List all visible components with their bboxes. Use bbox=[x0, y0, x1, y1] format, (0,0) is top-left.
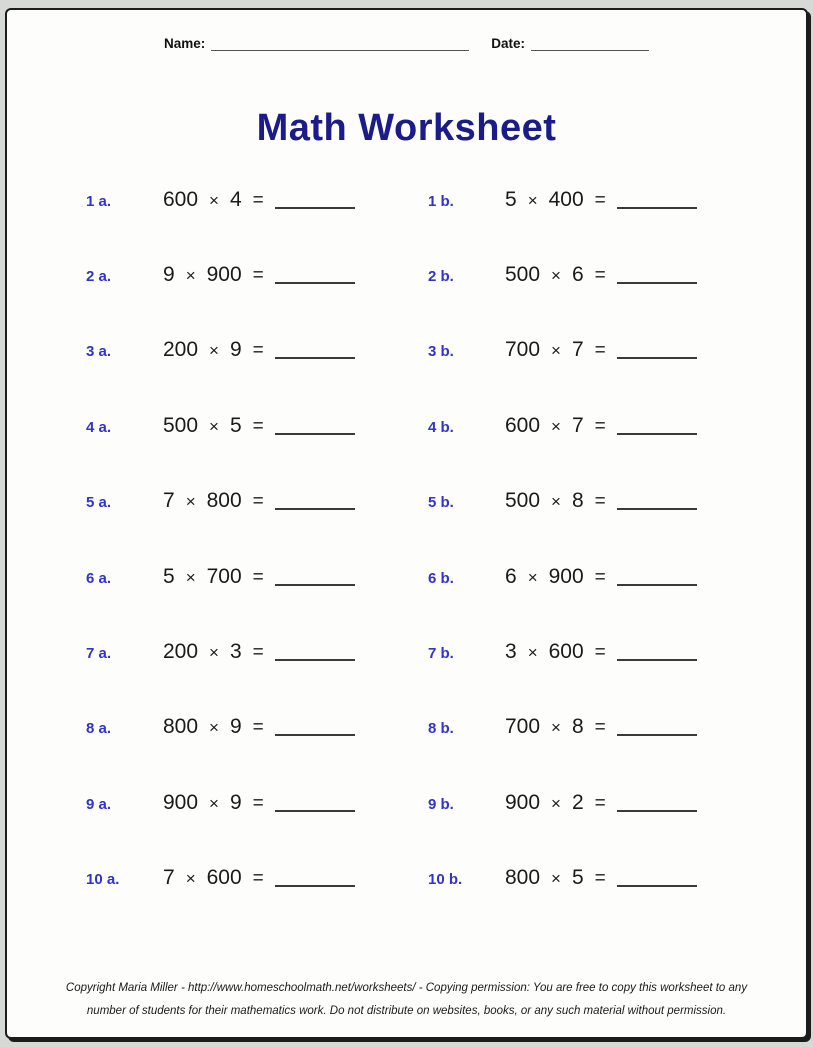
problem-expression bbox=[163, 791, 355, 814]
factor-2: 8 bbox=[571, 715, 584, 739]
factor-1: 500 bbox=[505, 489, 541, 513]
answer-blank bbox=[275, 720, 355, 736]
problem-cell-b bbox=[428, 188, 806, 212]
answer-blank bbox=[275, 268, 355, 284]
factor-2: 5 bbox=[571, 866, 584, 890]
factor-2: 5 bbox=[229, 413, 242, 437]
equals-sign: = bbox=[252, 868, 264, 890]
factor-2: 400 bbox=[548, 187, 584, 211]
factor-2: 800 bbox=[206, 489, 242, 513]
factor-1: 500 bbox=[505, 263, 541, 287]
factor-2: 900 bbox=[206, 263, 242, 287]
factor-2: 6 bbox=[571, 263, 584, 287]
problem-label: 8 b. bbox=[428, 720, 454, 738]
problem-cell-a bbox=[86, 791, 428, 815]
factor-2: 900 bbox=[548, 564, 584, 588]
problem-cell-a bbox=[86, 338, 428, 362]
answer-blank bbox=[617, 645, 697, 661]
problem-label: 9 a. bbox=[86, 795, 112, 813]
answer-blank bbox=[617, 720, 697, 736]
problem-cell-b bbox=[428, 866, 806, 890]
multiply-sign: × bbox=[551, 793, 561, 813]
equals-sign: = bbox=[594, 265, 606, 287]
factor-2: 9 bbox=[229, 338, 242, 362]
answer-blank bbox=[617, 494, 697, 510]
factor-1: 3 bbox=[505, 640, 517, 664]
problem-cell-a bbox=[86, 866, 428, 890]
problem-label: 2 b. bbox=[428, 268, 454, 286]
factor-1: 5 bbox=[163, 564, 175, 588]
equals-sign: = bbox=[252, 340, 264, 362]
multiply-sign: × bbox=[551, 718, 561, 738]
factor-2: 600 bbox=[548, 640, 584, 664]
factor-2: 600 bbox=[206, 866, 242, 890]
problem-expression bbox=[163, 414, 355, 437]
answer-blank bbox=[275, 871, 355, 887]
answer-blank bbox=[275, 796, 355, 812]
name-fill-line bbox=[211, 37, 469, 51]
problem-row bbox=[86, 313, 806, 388]
copyright-footer bbox=[7, 977, 806, 1023]
date-label: Date: bbox=[491, 36, 526, 51]
factor-1: 900 bbox=[163, 790, 199, 814]
problem-cell-b bbox=[428, 715, 806, 739]
multiply-sign: × bbox=[551, 266, 561, 286]
factor-1: 800 bbox=[163, 715, 199, 739]
factor-1: 200 bbox=[163, 338, 199, 362]
problem-label: 4 a. bbox=[86, 418, 112, 436]
problem-expression bbox=[505, 489, 697, 512]
problem-cell-a bbox=[86, 414, 428, 438]
answer-blank bbox=[275, 419, 355, 435]
problem-label: 7 b. bbox=[428, 645, 454, 663]
problem-expression bbox=[163, 866, 355, 889]
problem-cell-a bbox=[86, 715, 428, 739]
multiply-sign: × bbox=[551, 416, 561, 436]
equals-sign: = bbox=[594, 868, 606, 890]
equals-sign: = bbox=[252, 265, 264, 287]
answer-blank bbox=[617, 268, 697, 284]
multiply-sign: × bbox=[209, 341, 219, 361]
answer-blank bbox=[275, 494, 355, 510]
factor-2: 4 bbox=[229, 187, 242, 211]
factor-2: 2 bbox=[571, 790, 584, 814]
problem-cell-a bbox=[86, 640, 428, 664]
equals-sign: = bbox=[594, 566, 606, 588]
factor-1: 600 bbox=[505, 413, 541, 437]
factor-1: 7 bbox=[163, 489, 175, 513]
factor-1: 700 bbox=[505, 338, 541, 362]
problem-label: 2 a. bbox=[86, 268, 112, 286]
equals-sign: = bbox=[252, 642, 264, 664]
problem-cell-a bbox=[86, 188, 428, 212]
problem-label: 3 a. bbox=[86, 343, 112, 361]
problem-expression bbox=[163, 338, 355, 361]
multiply-sign: × bbox=[185, 869, 196, 889]
page-title: Math Worksheet bbox=[256, 107, 557, 149]
problem-row bbox=[86, 841, 806, 916]
multiply-sign: × bbox=[527, 190, 538, 210]
problem-expression bbox=[505, 640, 697, 663]
equals-sign: = bbox=[594, 189, 606, 211]
worksheet-page bbox=[5, 8, 808, 1039]
factor-1: 900 bbox=[505, 790, 541, 814]
problem-cell-b bbox=[428, 338, 806, 362]
problem-expression bbox=[163, 565, 355, 588]
multiply-sign: × bbox=[209, 793, 219, 813]
factor-1: 7 bbox=[163, 866, 175, 890]
problem-row bbox=[86, 162, 806, 237]
factor-1: 6 bbox=[505, 564, 517, 588]
problem-expression bbox=[505, 791, 697, 814]
equals-sign: = bbox=[594, 415, 606, 437]
factor-1: 5 bbox=[505, 187, 517, 211]
multiply-sign: × bbox=[209, 718, 219, 738]
problem-cell-b bbox=[428, 263, 806, 287]
problem-row bbox=[86, 614, 806, 689]
problem-row bbox=[86, 539, 806, 614]
problem-cell-b bbox=[428, 565, 806, 589]
equals-sign: = bbox=[252, 792, 264, 814]
factor-1: 500 bbox=[163, 413, 199, 437]
answer-blank bbox=[275, 343, 355, 359]
date-fill-line bbox=[531, 37, 649, 51]
answer-blank bbox=[617, 570, 697, 586]
problem-label: 7 a. bbox=[86, 645, 112, 663]
factor-2: 9 bbox=[229, 715, 242, 739]
equals-sign: = bbox=[594, 340, 606, 362]
problem-expression bbox=[163, 263, 355, 286]
answer-blank bbox=[617, 796, 697, 812]
problem-cell-a bbox=[86, 565, 428, 589]
factor-2: 8 bbox=[571, 489, 584, 513]
worksheet-header bbox=[7, 36, 806, 51]
multiply-sign: × bbox=[527, 643, 538, 663]
answer-blank bbox=[617, 193, 697, 209]
equals-sign: = bbox=[252, 415, 264, 437]
equals-sign: = bbox=[252, 189, 264, 211]
problem-expression bbox=[163, 188, 355, 211]
problem-label: 10 a. bbox=[86, 871, 120, 889]
problem-label: 5 a. bbox=[86, 494, 112, 512]
problem-expression bbox=[505, 565, 697, 588]
multiply-sign: × bbox=[209, 416, 219, 436]
problem-cell-b bbox=[428, 414, 806, 438]
problem-label: 5 b. bbox=[428, 494, 454, 512]
problem-label: 1 b. bbox=[428, 192, 454, 210]
problem-cell-b bbox=[428, 489, 806, 513]
problem-label: 4 b. bbox=[428, 418, 454, 436]
factor-1: 9 bbox=[163, 263, 175, 287]
equals-sign: = bbox=[252, 566, 264, 588]
multiply-sign: × bbox=[209, 190, 219, 210]
factor-2: 700 bbox=[206, 564, 242, 588]
multiply-sign: × bbox=[527, 567, 538, 587]
factor-2: 3 bbox=[229, 640, 242, 664]
answer-blank bbox=[617, 419, 697, 435]
multiply-sign: × bbox=[185, 266, 196, 286]
problem-expression bbox=[505, 263, 697, 286]
problems-grid bbox=[7, 162, 806, 916]
answer-blank bbox=[275, 645, 355, 661]
problem-row bbox=[86, 388, 806, 463]
multiply-sign: × bbox=[551, 341, 561, 361]
multiply-sign: × bbox=[185, 492, 196, 512]
problem-expression bbox=[163, 489, 355, 512]
equals-sign: = bbox=[594, 792, 606, 814]
answer-blank bbox=[617, 343, 697, 359]
answer-blank bbox=[275, 570, 355, 586]
answer-blank bbox=[617, 871, 697, 887]
equals-sign: = bbox=[252, 491, 264, 513]
copyright-line-1: Copyright Maria Miller - http://www.homeschoolmath.net/worksheets/ - Copying permission: You are free to copy this worksheet to any bbox=[65, 982, 748, 994]
answer-blank bbox=[275, 193, 355, 209]
problem-cell-a bbox=[86, 263, 428, 287]
problem-label: 9 b. bbox=[428, 795, 454, 813]
problem-label: 6 b. bbox=[428, 569, 454, 587]
multiply-sign: × bbox=[551, 869, 561, 889]
problem-row bbox=[86, 464, 806, 539]
factor-1: 700 bbox=[505, 715, 541, 739]
problem-label: 10 b. bbox=[428, 871, 463, 889]
problem-row bbox=[86, 690, 806, 765]
problem-cell-b bbox=[428, 791, 806, 815]
problem-row bbox=[86, 765, 806, 840]
factor-1: 200 bbox=[163, 640, 199, 664]
factor-2: 7 bbox=[571, 413, 584, 437]
problem-label: 6 a. bbox=[86, 569, 112, 587]
problem-label: 1 a. bbox=[86, 192, 112, 210]
problem-row bbox=[86, 237, 806, 312]
multiply-sign: × bbox=[185, 567, 196, 587]
factor-1: 600 bbox=[163, 187, 199, 211]
problem-expression bbox=[505, 866, 697, 889]
problem-cell-a bbox=[86, 489, 428, 513]
problem-label: 3 b. bbox=[428, 343, 454, 361]
problem-expression bbox=[505, 188, 697, 211]
problem-cell-b bbox=[428, 640, 806, 664]
factor-1: 800 bbox=[505, 866, 541, 890]
problem-label: 8 a. bbox=[86, 720, 112, 738]
problem-expression bbox=[505, 715, 697, 738]
equals-sign: = bbox=[594, 642, 606, 664]
problem-expression bbox=[505, 414, 697, 437]
factor-2: 9 bbox=[229, 790, 242, 814]
problem-expression bbox=[163, 715, 355, 738]
factor-2: 7 bbox=[571, 338, 584, 362]
multiply-sign: × bbox=[209, 643, 219, 663]
problem-expression bbox=[163, 640, 355, 663]
problem-expression bbox=[505, 338, 697, 361]
copyright-line-2: number of students for their mathematics work. Do not distribute on websites, books, or any such material without permission. bbox=[86, 1005, 727, 1017]
name-label: Name: bbox=[163, 36, 206, 51]
equals-sign: = bbox=[594, 491, 606, 513]
multiply-sign: × bbox=[551, 492, 561, 512]
equals-sign: = bbox=[594, 717, 606, 739]
equals-sign: = bbox=[252, 717, 264, 739]
